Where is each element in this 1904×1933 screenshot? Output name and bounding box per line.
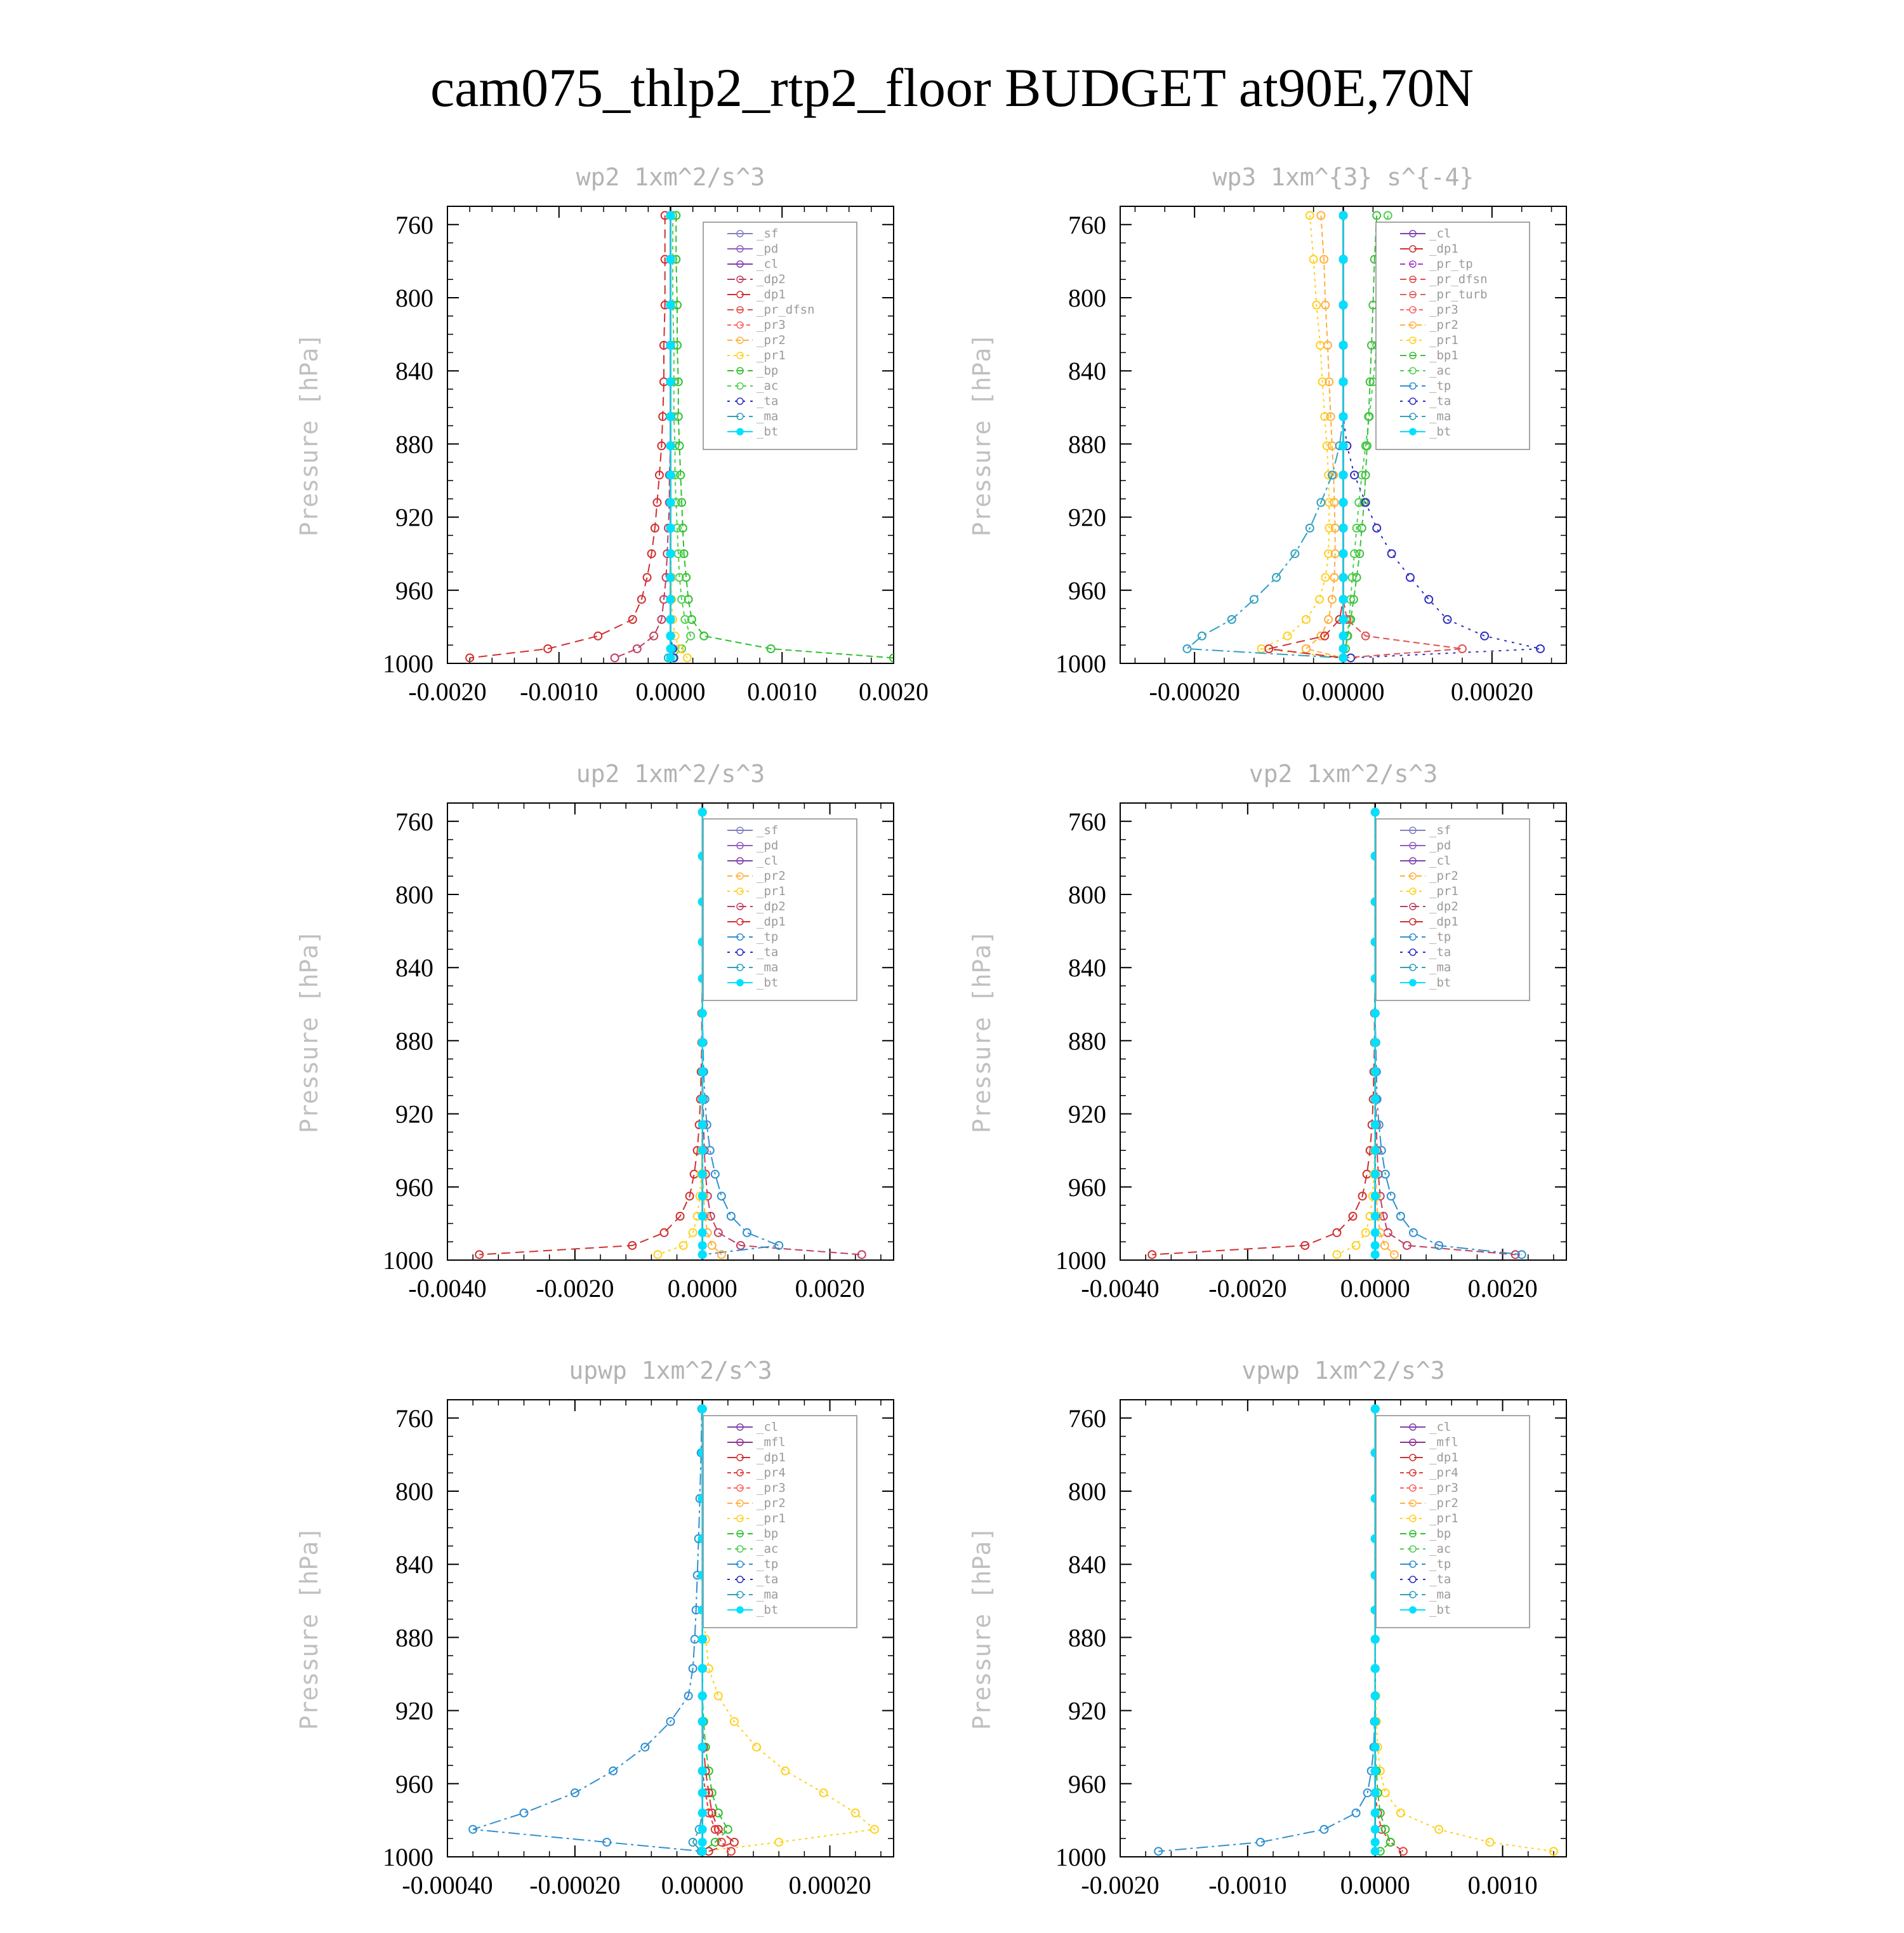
data-point (1352, 1242, 1360, 1249)
data-point (1372, 1743, 1379, 1751)
legend-label: _pr1 (757, 884, 786, 898)
data-point (1250, 595, 1258, 603)
x-tick-label: -0.0040 (408, 1274, 487, 1303)
data-point (1372, 1405, 1379, 1412)
x-tick-label: -0.0040 (1081, 1274, 1160, 1303)
y-tick-label: 920 (1068, 1099, 1106, 1129)
data-point (1183, 645, 1191, 653)
legend-label: _pr1 (1429, 1511, 1458, 1525)
legend-label: _tp (1429, 930, 1451, 944)
y-tick-label: 1000 (383, 649, 433, 678)
legend-label: _mfl (757, 1435, 786, 1449)
legend-label: _ta (1429, 1572, 1451, 1586)
data-point (1372, 1096, 1379, 1103)
panel-wp3 (673, 146, 1593, 740)
legend-label: _pr3 (1429, 303, 1458, 317)
data-point (1372, 1192, 1379, 1200)
data-point (611, 654, 619, 661)
data-point (1425, 595, 1432, 603)
y-tick-label: 920 (1068, 1696, 1106, 1725)
data-point (1340, 342, 1347, 349)
legend-label: _ma (757, 409, 779, 423)
chart-title: upwp 1xm^2/s^3 (569, 1357, 772, 1385)
legend-label: _pr1 (757, 349, 786, 362)
y-tick-label: 960 (1068, 576, 1106, 605)
legend-label: _dp1 (1429, 915, 1458, 929)
x-tick-label: 0.0020 (1467, 1274, 1538, 1303)
y-tick-label: 880 (395, 1623, 433, 1652)
data-point (1372, 1664, 1379, 1672)
legend-label: _pr1 (1429, 333, 1458, 347)
data-point (1381, 1242, 1389, 1249)
data-point (1481, 632, 1488, 640)
data-point (1340, 471, 1347, 479)
y-tick-label: 960 (395, 1769, 433, 1798)
legend-label: _pr1 (757, 1511, 786, 1525)
legend-label: _cl (1429, 227, 1451, 241)
legend-label: _ac (1429, 1542, 1451, 1556)
y-tick-label: 840 (1068, 357, 1106, 386)
y-tick-label: 800 (395, 284, 433, 312)
legend-label: _pr2 (757, 333, 786, 347)
legend-label: _ma (757, 1588, 779, 1602)
legend-label: _dp1 (757, 915, 786, 929)
legend-label: _pr4 (757, 1466, 786, 1480)
y-tick-label: 760 (1068, 210, 1106, 239)
legend-label: _tp (1429, 379, 1451, 393)
series-line-dp1 (1152, 812, 1375, 1254)
y-tick-label: 800 (395, 880, 433, 909)
legend-label: _bp (1429, 1527, 1451, 1541)
data-point (1387, 1192, 1395, 1200)
x-tick-label: -0.0010 (520, 677, 598, 706)
series-line-bp1 (1344, 215, 1377, 658)
legend-label: _pr3 (1429, 1481, 1458, 1495)
x-tick-label: 0.0020 (795, 1274, 865, 1303)
y-axis-label: Pressure [hPa] (295, 333, 323, 537)
data-point (1372, 1635, 1379, 1643)
y-axis-label: Pressure [hPa] (968, 333, 996, 537)
y-tick-label: 960 (395, 1172, 433, 1202)
y-tick-label: 920 (1068, 503, 1106, 532)
y-tick-label: 1000 (1055, 1843, 1106, 1871)
data-point (1372, 1121, 1379, 1129)
series-line-pr2 (1306, 215, 1344, 658)
legend-label: _ma (1429, 1588, 1451, 1602)
legend-marker (1410, 1607, 1416, 1613)
data-point (1340, 256, 1347, 263)
y-tick-label: 800 (1068, 284, 1106, 312)
y-tick-label: 840 (395, 953, 433, 983)
legend-label: _ta (1429, 394, 1451, 408)
legend-label: _ta (757, 945, 779, 959)
data-point (650, 632, 658, 640)
legend-label: _bp1 (1429, 349, 1458, 362)
data-point (1397, 1212, 1405, 1220)
data-point (1340, 413, 1347, 420)
data-point (1397, 1809, 1405, 1817)
y-tick-label: 760 (395, 210, 433, 239)
data-point (1284, 632, 1292, 640)
x-tick-label: -0.0020 (408, 677, 487, 706)
y-tick-label: 920 (395, 1696, 433, 1725)
data-point (1372, 1826, 1379, 1833)
legend-label: _cl (1429, 854, 1451, 868)
chart-title: wp2 1xm^2/s^3 (576, 163, 765, 191)
y-tick-label: 920 (395, 503, 433, 532)
y-tick-label: 760 (395, 1404, 433, 1433)
y-tick-label: 960 (1068, 1172, 1106, 1202)
data-point (1340, 211, 1347, 219)
data-point (1372, 1212, 1379, 1220)
x-tick-label: -0.0020 (1208, 1274, 1287, 1303)
y-tick-label: 800 (1068, 880, 1106, 909)
chart-svg (673, 1339, 1593, 1933)
legend-label: _pr_turb (1429, 288, 1488, 302)
data-point (1340, 616, 1347, 623)
data-point (1372, 1809, 1379, 1817)
series-line-dp1 (1269, 215, 1343, 658)
legend-label: _bt (1429, 976, 1451, 990)
data-point (1340, 595, 1347, 603)
y-tick-label: 920 (395, 1099, 433, 1129)
legend-label: _sf (757, 227, 779, 241)
legend-label: _dp2 (757, 272, 786, 286)
y-tick-label: 960 (1068, 1769, 1106, 1798)
y-tick-label: 880 (395, 430, 433, 459)
data-point (1340, 574, 1347, 581)
legend-label: _ac (757, 1542, 779, 1556)
data-point (1316, 595, 1323, 603)
y-tick-label: 800 (395, 1477, 433, 1506)
legend-label: _sf (1429, 823, 1451, 837)
y-tick-label: 880 (395, 1026, 433, 1056)
series-line-pr1 (1337, 812, 1375, 1254)
chart-title: wp3 1xm^{3} s^{-4} (1212, 163, 1474, 191)
chart-svg (673, 146, 1593, 740)
data-point (1372, 1767, 1379, 1775)
y-tick-label: 840 (395, 1550, 433, 1579)
legend-label: _pr_dfsn (757, 303, 815, 317)
legend-label: _pd (757, 242, 779, 256)
legend-label: _ta (757, 1572, 779, 1586)
data-point (1333, 1229, 1340, 1237)
legend-label: _pr2 (1429, 1496, 1458, 1510)
legend-label: _tp (757, 930, 779, 944)
data-point (1340, 550, 1347, 557)
legend-label: _pr2 (757, 869, 786, 883)
data-point (1372, 1068, 1379, 1075)
legend-label: _pr4 (1429, 1466, 1458, 1480)
x-tick-label: 0.00000 (1302, 677, 1385, 706)
legend-label: _dp1 (1429, 1451, 1458, 1465)
data-point (1372, 1171, 1379, 1178)
x-tick-label: 0.0020 (859, 677, 929, 706)
series-line-tp (1158, 1409, 1375, 1851)
y-tick-label: 880 (1068, 1026, 1106, 1056)
y-axis-label: Pressure [hPa] (968, 1526, 996, 1730)
legend-label: _tp (757, 1557, 779, 1571)
legend-label: _pd (757, 839, 779, 853)
x-tick-label: -0.0010 (1208, 1871, 1287, 1899)
legend-label: _bt (1429, 425, 1451, 439)
data-point (1372, 1847, 1379, 1855)
chart-title: up2 1xm^2/s^3 (576, 760, 765, 788)
y-tick-label: 1000 (1055, 649, 1106, 678)
series-line-dp2 (615, 215, 671, 658)
data-point (1340, 645, 1347, 653)
legend-label: _ta (757, 394, 779, 408)
legend-label: _cl (757, 854, 779, 868)
data-point (1340, 654, 1347, 661)
data-point (1340, 632, 1347, 640)
data-point (660, 1229, 668, 1237)
legend-label: _tp (1429, 1557, 1451, 1571)
legend-label: _mfl (1429, 1435, 1458, 1449)
x-tick-label: 0.00000 (661, 1871, 744, 1899)
chart-title: vp2 1xm^2/s^3 (1248, 760, 1438, 788)
data-point (1372, 808, 1379, 816)
legend-label: _cl (757, 257, 779, 271)
data-point (1340, 378, 1347, 385)
legend-label: _bp (757, 1527, 779, 1541)
legend-label: _ma (757, 960, 779, 974)
data-point (1406, 574, 1414, 581)
legend-label: _bt (757, 425, 779, 439)
legend-label: _pr_dfsn (1429, 272, 1488, 286)
y-tick-label: 1000 (383, 1246, 433, 1275)
data-point (1384, 1229, 1392, 1237)
data-point (1352, 1809, 1360, 1817)
data-point (1373, 524, 1380, 532)
legend-label: _cl (1429, 1420, 1451, 1434)
data-point (1333, 1251, 1340, 1258)
legend-label: _dp2 (757, 900, 786, 913)
x-tick-label: 0.0000 (667, 1274, 737, 1303)
data-point (1340, 524, 1347, 532)
data-point (1372, 1242, 1379, 1249)
x-tick-label: 0.00020 (1450, 677, 1533, 706)
data-point (1372, 1692, 1379, 1700)
legend-label: _pr2 (1429, 869, 1458, 883)
data-point (520, 1809, 528, 1817)
data-point (1388, 550, 1396, 557)
y-tick-label: 840 (1068, 1550, 1106, 1579)
chart-title: vpwp 1xm^2/s^3 (1241, 1357, 1445, 1385)
data-point (594, 632, 602, 640)
data-point (1302, 645, 1310, 653)
legend-label: _ac (1429, 364, 1451, 378)
y-tick-label: 840 (395, 357, 433, 386)
legend-label: _ma (1429, 960, 1451, 974)
legend-marker (1410, 980, 1416, 986)
legend-label: _dp1 (1429, 242, 1458, 256)
y-tick-label: 1000 (1055, 1246, 1106, 1275)
y-tick-label: 960 (395, 576, 433, 605)
data-point (1340, 499, 1347, 507)
y-tick-label: 880 (1068, 1623, 1106, 1652)
legend-label: _dp2 (1429, 900, 1458, 913)
series-line-pr1 (1262, 215, 1344, 658)
data-point (1372, 1039, 1379, 1046)
data-point (1372, 1838, 1379, 1846)
series-line-dp1 (479, 812, 702, 1254)
legend-label: _ma (1429, 409, 1451, 423)
x-tick-label: -0.00020 (529, 1871, 621, 1899)
data-point (1340, 302, 1347, 309)
series-line-dp1 (470, 215, 665, 658)
y-tick-label: 800 (1068, 1477, 1106, 1506)
x-tick-label: -0.0020 (536, 1274, 614, 1303)
x-tick-label: -0.00040 (402, 1871, 493, 1899)
legend-label: _bt (757, 976, 779, 990)
y-tick-label: 760 (1068, 1404, 1106, 1433)
data-point (1306, 211, 1314, 219)
data-point (1372, 1789, 1379, 1797)
series-line-ma (1187, 215, 1343, 658)
legend-label: _pr2 (1429, 318, 1458, 332)
y-tick-label: 1000 (383, 1843, 433, 1871)
data-point (1372, 1229, 1379, 1237)
data-point (1391, 1251, 1398, 1258)
y-tick-label: 880 (1068, 430, 1106, 459)
data-point (1320, 1826, 1328, 1833)
legend-label: _bt (757, 1603, 779, 1617)
legend-label: _cl (757, 1420, 779, 1434)
data-point (1372, 1009, 1379, 1017)
legend-label: _bt (1429, 1603, 1451, 1617)
legend-label: _bp (757, 364, 779, 378)
chart-svg (673, 743, 1593, 1336)
series-line-tp (473, 1409, 702, 1851)
data-point (1387, 1838, 1394, 1846)
y-tick-label: 760 (1068, 807, 1106, 836)
legend-label: _pr3 (757, 318, 786, 332)
x-tick-label: 0.00020 (788, 1871, 871, 1899)
legend-label: _pr3 (757, 1481, 786, 1495)
x-tick-label: 0.0010 (747, 677, 817, 706)
data-point (1372, 1251, 1379, 1258)
x-tick-label: 0.0000 (1340, 1274, 1410, 1303)
data-point (633, 645, 641, 653)
legend-label: _ac (757, 379, 779, 393)
data-point (1372, 1718, 1379, 1725)
y-axis-label: Pressure [hPa] (968, 929, 996, 1134)
data-point (1340, 442, 1347, 449)
legend-label: _pr_tp (1429, 257, 1473, 271)
legend-marker (1410, 428, 1416, 435)
x-tick-label: 0.0010 (1467, 1871, 1538, 1899)
panel-vpwp (673, 1339, 1593, 1933)
data-point (1410, 1229, 1417, 1237)
y-tick-label: 840 (1068, 953, 1106, 983)
legend-label: _dp1 (757, 288, 786, 302)
legend-label: _dp1 (757, 1451, 786, 1465)
x-tick-label: -0.0020 (1081, 1871, 1160, 1899)
y-tick-label: 760 (395, 807, 433, 836)
page-title: cam075_thlp2_rtp2_floor BUDGET at90E,70N (430, 57, 1474, 118)
data-point (644, 574, 651, 581)
data-point (1302, 616, 1310, 623)
x-tick-label: 0.0000 (1340, 1871, 1410, 1899)
legend-label: _pd (1429, 839, 1451, 853)
legend-label: _sf (757, 823, 779, 837)
x-tick-label: -0.00020 (1149, 677, 1240, 706)
data-point (1372, 1146, 1379, 1154)
y-axis-label: Pressure [hPa] (295, 1526, 323, 1730)
legend-label: _pr2 (757, 1496, 786, 1510)
legend-label: _ta (1429, 945, 1451, 959)
data-point (1198, 632, 1206, 640)
panel-vp2 (673, 743, 1593, 1336)
y-axis-label: Pressure [hPa] (295, 929, 323, 1134)
x-tick-label: 0.0000 (635, 677, 706, 706)
legend-label: _pr1 (1429, 884, 1458, 898)
